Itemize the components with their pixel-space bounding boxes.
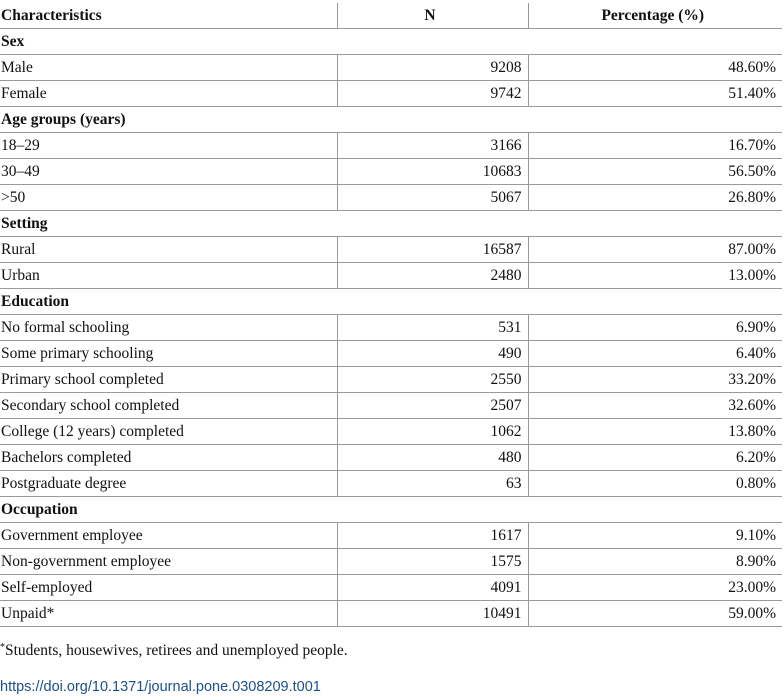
header-characteristics: Characteristics [0, 3, 337, 29]
table-row [0, 55, 782, 81]
characteristic-cell: Bachelors completed [0, 445, 337, 471]
table-row [0, 81, 782, 107]
table-row [0, 549, 782, 575]
table-row [0, 263, 782, 289]
table-row [0, 133, 782, 159]
count-cell: 5067 [337, 185, 528, 211]
demographics-table [0, 3, 782, 627]
count-cell: 10491 [337, 601, 528, 627]
header-percentage: Percentage (%) [528, 3, 782, 29]
group-label: Age groups (years) [0, 107, 782, 133]
percentage-cell: 32.60% [528, 393, 782, 419]
doi-link[interactable]: https://doi.org/10.1371/journal.pone.0308209.t001 [0, 679, 321, 695]
header-n: N [337, 3, 528, 29]
percentage-cell: 13.00% [528, 263, 782, 289]
count-cell: 10683 [337, 159, 528, 185]
table-row [0, 575, 782, 601]
count-cell: 1617 [337, 523, 528, 549]
table-body [0, 29, 782, 627]
characteristic-cell: Female [0, 81, 337, 107]
percentage-cell: 9.10% [528, 523, 782, 549]
characteristic-cell: Unpaid* [0, 601, 337, 627]
table-row [0, 445, 782, 471]
count-cell: 16587 [337, 237, 528, 263]
table-row [0, 237, 782, 263]
characteristic-cell: >50 [0, 185, 337, 211]
footnote-text: Students, housewives, retirees and unemployed people. [5, 642, 348, 659]
characteristic-cell: Urban [0, 263, 337, 289]
count-cell: 9208 [337, 55, 528, 81]
count-cell: 3166 [337, 133, 528, 159]
count-cell: 1062 [337, 419, 528, 445]
count-cell: 2480 [337, 263, 528, 289]
percentage-cell: 8.90% [528, 549, 782, 575]
table-row [0, 367, 782, 393]
percentage-cell: 16.70% [528, 133, 782, 159]
characteristic-cell: Some primary schooling [0, 341, 337, 367]
percentage-cell: 56.50% [528, 159, 782, 185]
table-row [0, 601, 782, 627]
characteristic-cell: No formal schooling [0, 315, 337, 341]
table-row [0, 315, 782, 341]
group-header-row [0, 289, 782, 315]
group-header-row [0, 497, 782, 523]
characteristic-cell: Primary school completed [0, 367, 337, 393]
characteristic-cell: Postgraduate degree [0, 471, 337, 497]
characteristic-cell: 18–29 [0, 133, 337, 159]
group-label: Education [0, 289, 782, 315]
percentage-cell: 0.80% [528, 471, 782, 497]
footnote-marker: * [0, 642, 5, 653]
percentage-cell: 87.00% [528, 237, 782, 263]
percentage-cell: 13.80% [528, 419, 782, 445]
count-cell: 9742 [337, 81, 528, 107]
percentage-cell: 6.40% [528, 341, 782, 367]
group-label: Setting [0, 211, 782, 237]
table-row [0, 471, 782, 497]
characteristic-cell: 30–49 [0, 159, 337, 185]
table-header-row [0, 3, 782, 29]
percentage-cell: 51.40% [528, 81, 782, 107]
percentage-cell: 26.80% [528, 185, 782, 211]
characteristic-cell: Self-employed [0, 575, 337, 601]
count-cell: 480 [337, 445, 528, 471]
characteristic-cell: Non-government employee [0, 549, 337, 575]
count-cell: 490 [337, 341, 528, 367]
percentage-cell: 33.20% [528, 367, 782, 393]
characteristic-cell: Rural [0, 237, 337, 263]
table-row [0, 185, 782, 211]
percentage-cell: 6.90% [528, 315, 782, 341]
group-label: Sex [0, 29, 782, 55]
count-cell: 4091 [337, 575, 528, 601]
count-cell: 2507 [337, 393, 528, 419]
characteristic-cell: College (12 years) completed [0, 419, 337, 445]
count-cell: 2550 [337, 367, 528, 393]
group-header-row [0, 107, 782, 133]
characteristic-cell: Secondary school completed [0, 393, 337, 419]
table-row [0, 419, 782, 445]
count-cell: 63 [337, 471, 528, 497]
characteristic-cell: Government employee [0, 523, 337, 549]
table-row [0, 393, 782, 419]
table-row [0, 159, 782, 185]
percentage-cell: 59.00% [528, 601, 782, 627]
group-header-row [0, 211, 782, 237]
characteristic-cell: Male [0, 55, 337, 81]
group-label: Occupation [0, 497, 782, 523]
count-cell: 531 [337, 315, 528, 341]
table-footnote [0, 642, 348, 660]
percentage-cell: 23.00% [528, 575, 782, 601]
group-header-row [0, 29, 782, 55]
count-cell: 1575 [337, 549, 528, 575]
percentage-cell: 6.20% [528, 445, 782, 471]
percentage-cell: 48.60% [528, 55, 782, 81]
table-row [0, 341, 782, 367]
table-row [0, 523, 782, 549]
